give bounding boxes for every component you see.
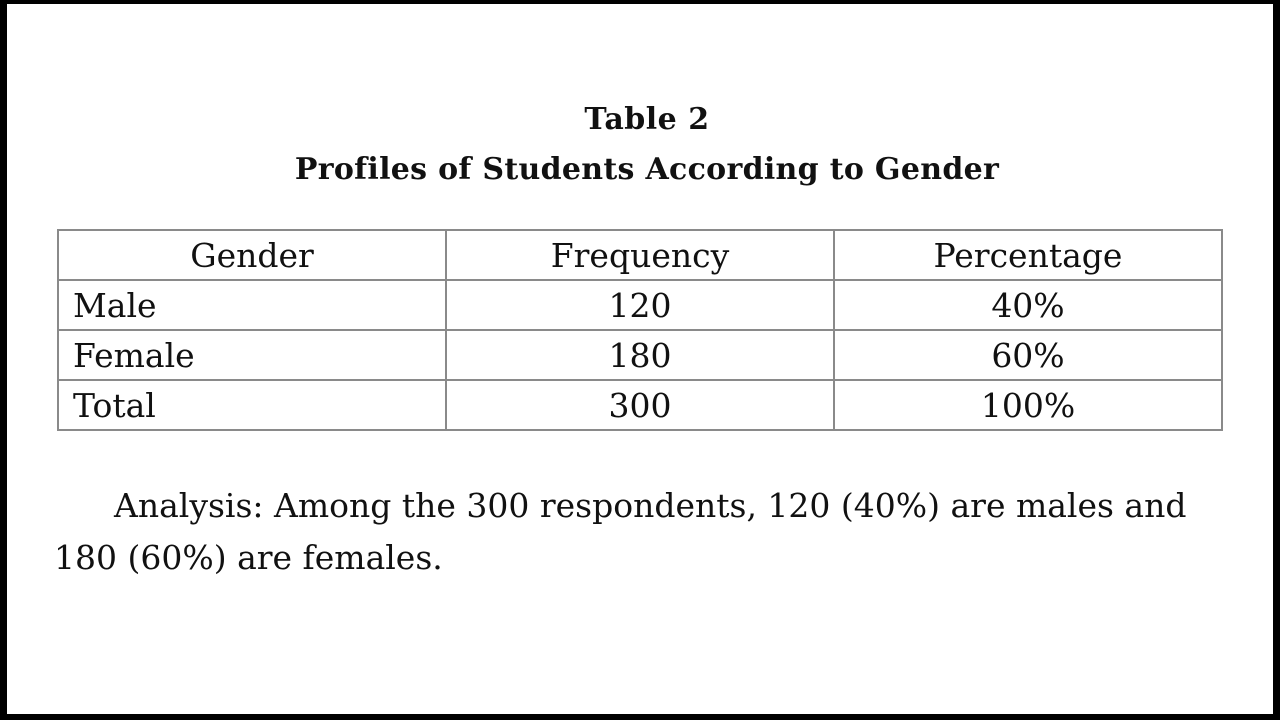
gender-profile-table (57, 229, 1223, 431)
cell-gender: Total (58, 380, 446, 430)
table-header-row (58, 230, 1222, 280)
cell-frequency: 300 (446, 380, 834, 430)
cell-percentage: 40% (834, 280, 1222, 330)
table-title: Profiles of Students According to Gender (294, 152, 1000, 187)
cell-percentage: 60% (834, 330, 1222, 380)
cell-percentage: 100% (834, 380, 1222, 430)
cell-gender: Male (58, 280, 446, 330)
table-row (58, 330, 1222, 380)
cell-frequency: 120 (446, 280, 834, 330)
cell-gender: Female (58, 330, 446, 380)
column-header-frequency: Frequency (446, 230, 834, 280)
table-row-total (58, 380, 1222, 430)
table-row (58, 280, 1222, 330)
column-header-gender: Gender (58, 230, 446, 280)
column-header-percentage: Percentage (834, 230, 1222, 280)
cell-frequency: 180 (446, 330, 834, 380)
table-number: Table 2 (584, 102, 710, 137)
document-page (7, 4, 1273, 714)
analysis-paragraph: Analysis: Among the 300 respondents, 120 (40%) are males and 180 (60%) are females. (54, 486, 1187, 577)
